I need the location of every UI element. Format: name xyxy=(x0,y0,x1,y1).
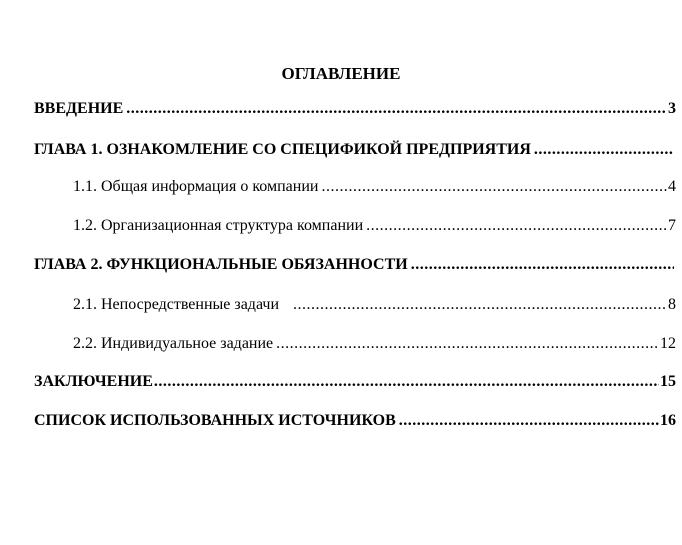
toc-entry-page: 7 xyxy=(668,217,676,234)
toc-entry-label: 2.1. Непосредственные задачи xyxy=(73,296,280,313)
toc-entry-label: 1.2. Организационная структура компании xyxy=(73,217,364,234)
toc-leader-dots xyxy=(293,294,667,316)
toc-entry-page: 12 xyxy=(660,335,676,352)
toc-entry-chapter-1 xyxy=(34,139,674,161)
toc-entry-label: ГЛАВА 1. ОЗНАКОМЛЕНИЕ СО СПЕЦИФИКОЙ ПРЕДПРИЯТИЯ xyxy=(34,141,531,158)
toc-entry-section-2-2 xyxy=(73,333,676,355)
toc-entry-conclusion xyxy=(34,371,676,393)
toc-entry-introduction xyxy=(34,98,676,120)
toc-entry-label: СПИСОК ИСПОЛЬЗОВАННЫХ ИСТОЧНИКОВ xyxy=(34,412,396,429)
toc-entry-page: 16 xyxy=(660,412,676,429)
toc-entry-chapter-2 xyxy=(34,254,674,276)
toc-leader-dots xyxy=(276,333,659,355)
toc-leader-dots xyxy=(411,254,674,276)
toc-entry-page: 3 xyxy=(668,100,676,117)
toc-entry-section-2-1 xyxy=(73,294,676,316)
toc-leader-dots xyxy=(534,139,674,161)
toc-leader-dots xyxy=(366,215,667,237)
toc-entry-label: 1.1. Общая информация о компании xyxy=(73,178,319,195)
toc-leader-dots xyxy=(154,371,659,393)
toc-entry-page: 4 xyxy=(668,178,676,195)
toc-leader-dots xyxy=(399,410,659,432)
toc-title: ОГЛАВЛЕНИЕ xyxy=(281,64,401,83)
toc-entry-page: 8 xyxy=(668,296,676,313)
toc-entry-section-1-2 xyxy=(73,215,676,237)
toc-entry-label: ВВЕДЕНИЕ xyxy=(34,100,124,117)
toc-entry-label: ЗАКЛЮЧЕНИЕ xyxy=(34,373,153,390)
toc-leader-dots xyxy=(126,98,667,120)
toc-entry-label: 2.2. Индивидуальное задание xyxy=(73,335,274,352)
toc-leader-dots xyxy=(321,176,667,198)
toc-entry-references xyxy=(34,410,676,432)
toc-entry-page: 15 xyxy=(660,373,676,390)
toc-entry-label: ГЛАВА 2. ФУНКЦИОНАЛЬНЫЕ ОБЯЗАННОСТИ xyxy=(34,256,408,273)
toc-entry-section-1-1 xyxy=(73,176,676,198)
